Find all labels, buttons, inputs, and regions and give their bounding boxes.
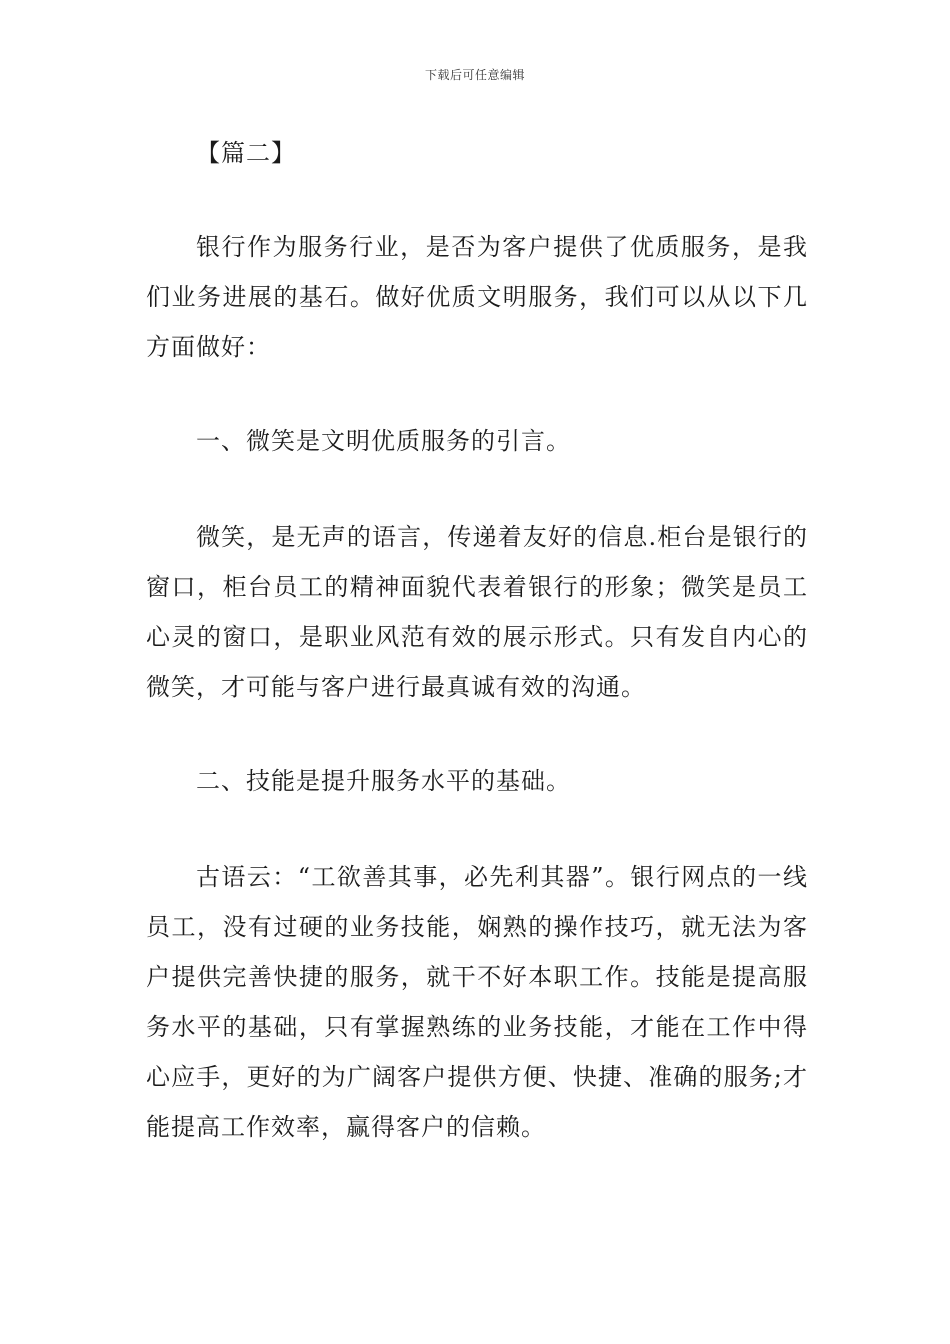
point2-heading: 二、技能是提升服务水平的基础。 — [196, 767, 571, 795]
spacer — [146, 712, 808, 756]
spacer — [146, 806, 808, 852]
point2-body: 古语云：“工欲善其事，必先利其器”。银行网点的一线员工，没有过硬的业务技能，娴熟的操作技巧，就无法为客户提供完善快捷的服务，就干不好本职工作。技能是提高服务水平的基础，只有掌握熟练的业务技能，才能在工作中得心应手，更好的为广阔客户提供方便、快捷、准确的服务;才能提高工作效率，赢得客户的信赖。 — [146, 863, 808, 1141]
document-body — [146, 128, 808, 1152]
point1-body: 微笑，是无声的语言，传递着友好的信息.柜台是银行的窗口，柜台员工的精神面貌代表着银行的形象；微笑是员工心灵的窗口，是职业风范有效的展示形式。只有发自内心的微笑，才可能与客户进行最真诚有效的沟通。 — [146, 523, 808, 701]
section-title: 【篇二】 — [196, 139, 296, 167]
spacer — [146, 466, 808, 512]
intro-paragraph: 银行作为服务行业，是否为客户提供了优质服务，是我们业务进展的基石。做好优质文明服务，我们可以从以下几方面做好： — [146, 233, 808, 361]
spacer — [146, 372, 808, 416]
spacer — [146, 178, 808, 222]
point1-heading: 一、微笑是文明优质服务的引言。 — [196, 427, 571, 455]
page-header-note: 下载后可任意编辑 — [424, 68, 525, 82]
